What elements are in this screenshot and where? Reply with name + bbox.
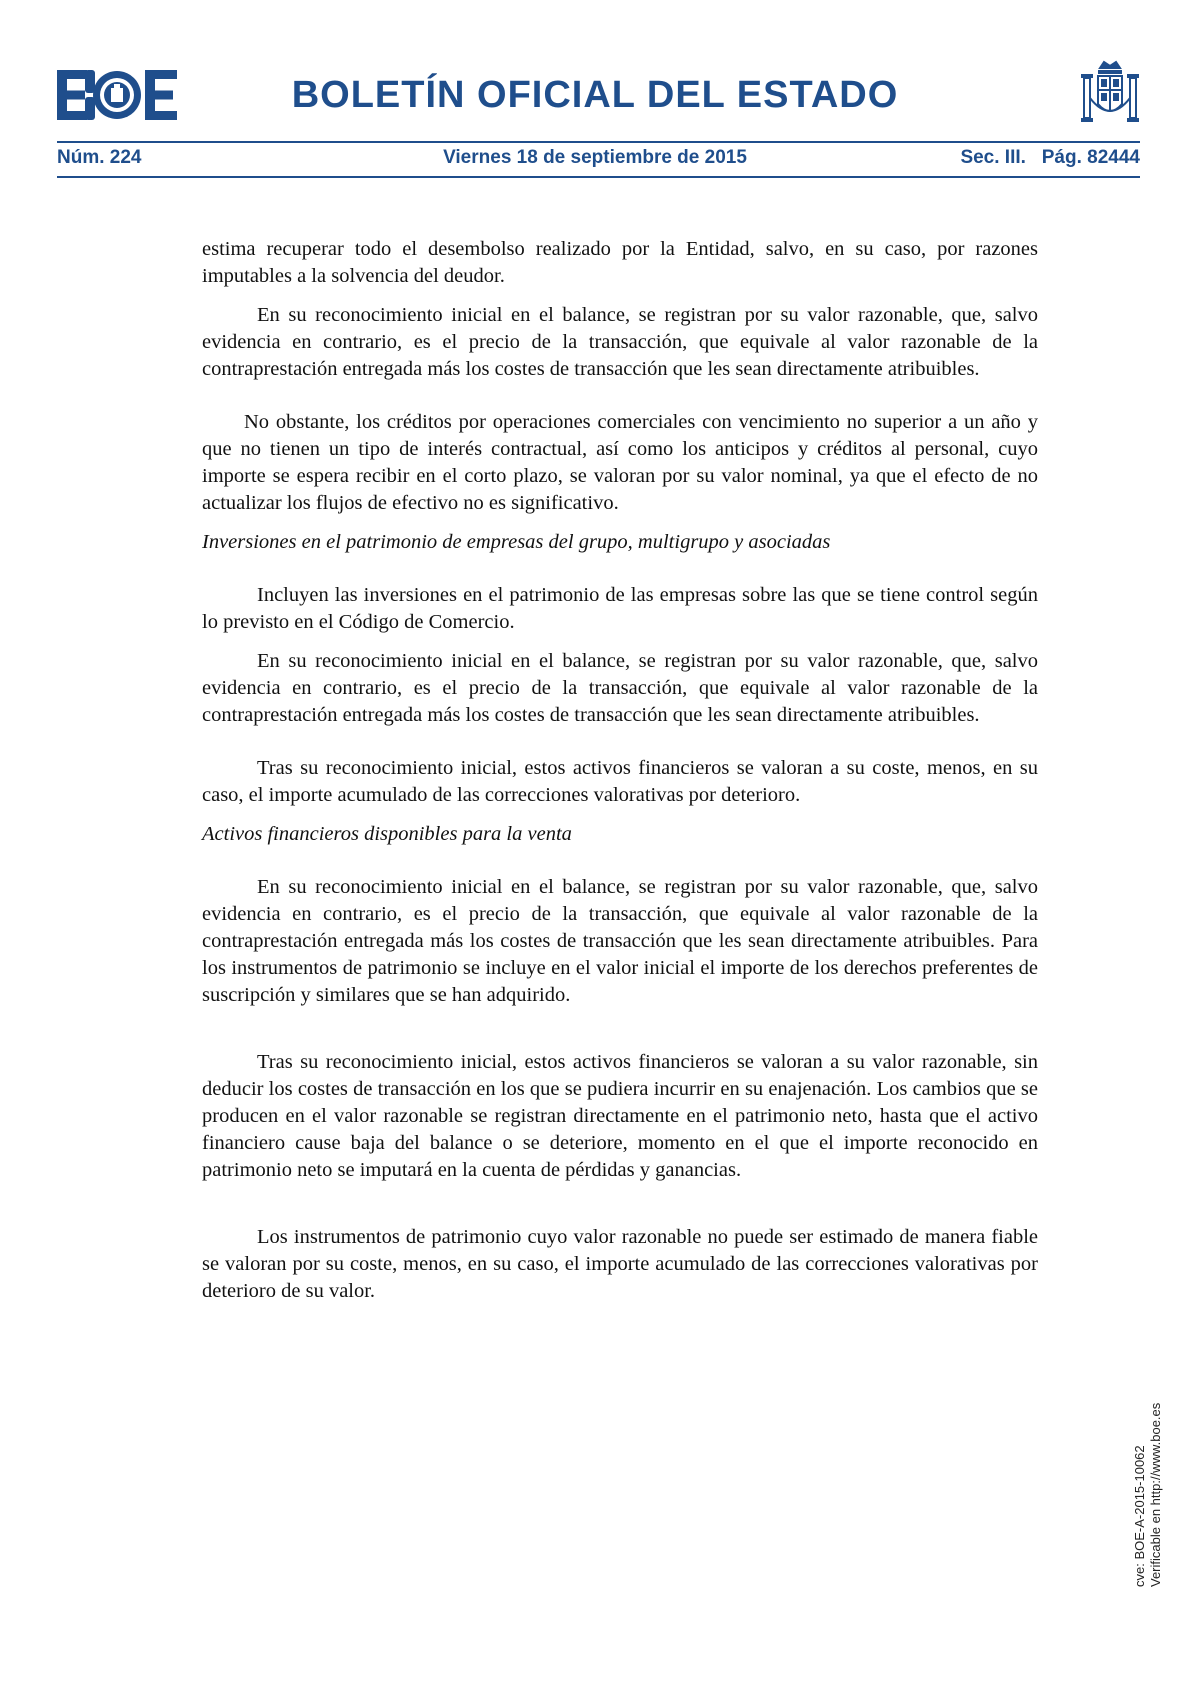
paragraph: En su reconocimiento inicial en el balance, se registran por su valor razonable, que, salvo evidencia en contrario, es el precio de la transacción, que equivale al valor razonable de la contraprestación entregada más los costes de transacción que les sean directamente atribuibles. [202, 650, 1038, 726]
cve-code: cve: BOE-A-2015-10062 [1132, 1445, 1147, 1587]
issue-number: Núm. 224 [57, 147, 142, 168]
publication-title: BOLETÍN OFICIAL DEL ESTADO [291, 74, 899, 116]
boe-logo [57, 70, 177, 120]
verification-note [1132, 1403, 1164, 1587]
document-body [202, 236, 1038, 1305]
paragraph: No obstante, los créditos por operaciones comerciales con vencimiento no superior a un año y que no tienen un tipo de interés contractual, así como los anticipos y créditos al personal, cuyo importe se espera recibir en el corto plazo, se valoran por su valor nominal, ya que el efecto de no actualizar los flujos de efectivo no es significativo. [202, 411, 1038, 514]
verification-link[interactable]: Verificable en http://www.boe.es [1148, 1402, 1163, 1587]
section-page: Sec. III. Pág. 82444 [960, 147, 1140, 168]
paragraph: Los instrumentos de patrimonio cuyo valor razonable no puede ser estimado de manera fiable se valoran por su coste, menos, en su caso, el importe acumulado de las correcciones valorativas por deterioro de su valor. [202, 1226, 1038, 1302]
paragraph: Tras su reconocimiento inicial, estos activos financieros se valoran a su valor razonable, sin deducir los costes de transacción en los que se pudiera incurrir en su enajenación. Los cambios que se producen en el valor razonable se registran directamente en el patrimonio neto, hasta que el activo financiero cause baja del balance o se deteriore, momento en el que el importe reconocido en patrimonio neto se imputará en la cuenta de pérdidas y ganancias. [202, 1051, 1038, 1181]
header-divider-bottom [57, 176, 1140, 178]
header-divider-top [57, 141, 1140, 143]
section-heading: Inversiones en el patrimonio de empresas del grupo, multigrupo y asociadas [202, 531, 831, 553]
section-heading: Activos financieros disponibles para la venta [202, 823, 572, 845]
paragraph: En su reconocimiento inicial en el balance, se registran por su valor razonable, que, salvo evidencia en contrario, es el precio de la transacción, que equivale al valor razonable de la contraprestación entregada más los costes de transacción que les sean directamente atribuibles. Para los instrumentos de patrimonio se incluye en el valor inicial el importe de los derechos preferentes de suscripción y similares que se han adquirido. [202, 876, 1038, 1006]
paragraph: En su reconocimiento inicial en el balance, se registran por su valor razonable, que, salvo evidencia en contrario, es el precio de la transacción, que equivale al valor razonable de la contraprestación entregada más los costes de transacción que les sean directamente atribuibles. [202, 304, 1038, 380]
issue-date: Viernes 18 de septiembre de 2015 [443, 147, 747, 168]
paragraph: Incluyen las inversiones en el patrimonio de las empresas sobre las que se tiene control según lo previsto en el Código de Comercio. [202, 584, 1038, 633]
paragraph: Tras su reconocimiento inicial, estos activos financieros se valoran a su coste, menos, en su caso, el importe acumulado de las correcciones valorativas por deterioro. [202, 757, 1038, 806]
paragraph: estima recuperar todo el desembolso realizado por la Entidad, salvo, en su caso, por razones imputables a la solvencia del deudor. [202, 238, 1038, 287]
coat-of-arms-icon [1078, 58, 1142, 128]
